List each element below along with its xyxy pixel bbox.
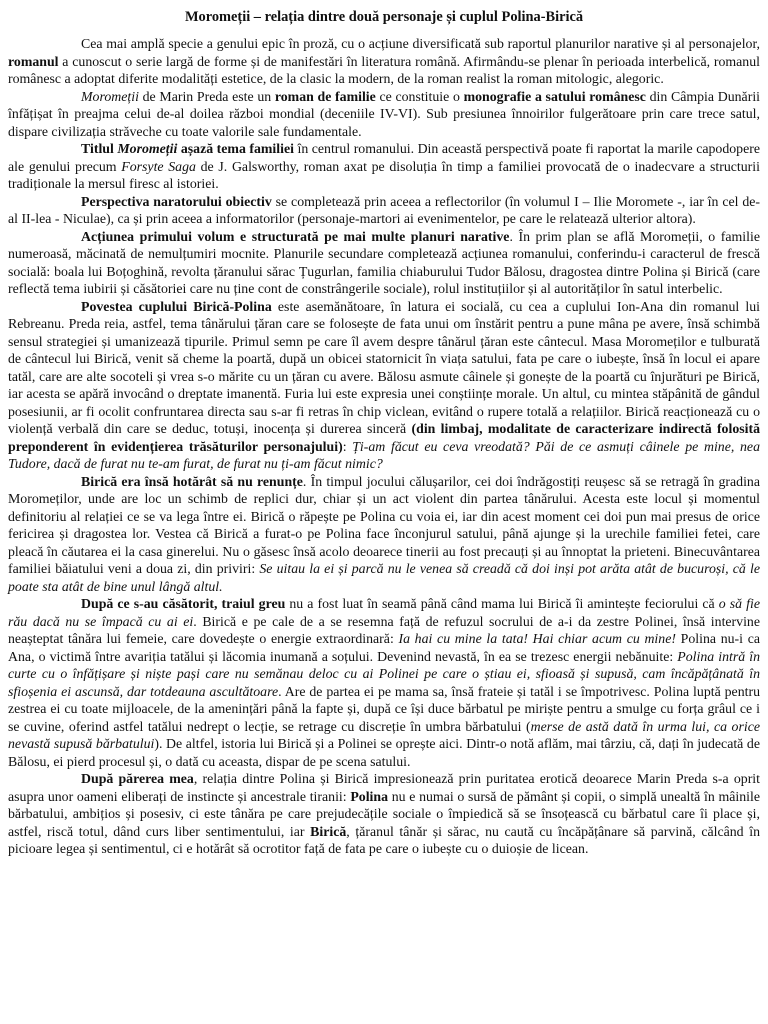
text-run: Polina intră în curte cu o înfățișare și niște pași care nu semănau deloc cu ai Polinei pe care o știau ei, sfioasă și supusă, cam încăpățânată în sfioșenia ei ascunsă, dar totdeauna ascultătoare [8,648,760,699]
text-run: , țăranul tânăr și sărac, nu caută cu încăpățânare să parvină, călcând în picioare legea și sentimentul, ci e hotărât să ocrotitor față de fata pe care o iubește cu o duioșie de licean. [8,823,760,856]
text-run: roman de familie [274,88,376,104]
document-title: Moromeții – relația dintre două personaje și cuplul Polina-Birică [184,9,584,25]
text-run: așază tema familiei [177,141,294,156]
paragraph [8,770,760,858]
text-run: După ce s-au căsătorit, traiul greu [81,596,286,611]
text-run: de Marin Preda este un [138,88,275,104]
text-run: este asemănătoare, în latura ei socială, cu cea a cuplului Ion-Ana din romanul lui Rebreanu. Preda reia, astfel, tema tânărului țăran care se folosește de fata unui om înstărit pentru a pune mâna pe avere, însă schimbă sensul strategiei și umanizează tipurile. Primul semn pe care îl avem despre tânărul țăran este cântecul. Masa Moromeților e tulburată de cântecul lui Birică, venit să cheme la poartă, după un obicei statornicit în viața satului, fata pe care o iubește, însă în locul ei apare tatăl, care are alte socoteli și vrea s-o mărite cu un țăran cu avere. Bălosu asmute câinele și gonește de la poartă cu înjurături pe Birică, iar acesta se apără invocând o dreptate imanentă. Furia lui este expresia unei conștiințe morale. Un altul, cu mintea stăpânită de gândul posesiunii, ar fi ocolit confruntarea directa sau s-ar fi retras în chip viclean, evitând o rupere totală a relațiilor. Birică reacționează cu o violență verbală din care se deduc, totuși, inocența și durerea sinceră [8,298,760,436]
text-run: romanul [8,53,59,69]
text-run: Acțiunea primului volum e structurată pe mai multe planuri narative [81,228,510,244]
paragraph [8,88,760,141]
text-run: Birică era însă hotărât să nu renunțe [81,473,303,489]
text-run: în centrul romanului. Din această perspectivă poate fi raportat la marile capodopere ale genului precum [8,141,761,174]
text-run: Se uitau la ei și parcă nu le venea să creadă că doi inși pot arăta atât de bucuroși, că le poate sta atât de bine unul lângă altul. [8,561,760,594]
text-run: După părerea mea [81,771,194,786]
paragraph [8,595,760,770]
text-run: se completează prin aceea a reflectorilor (în volumul I – Ilie Moromete -, iar în cel de-al II-lea - Niculae), ca și prin aceea a informatorilor (personaje-martori ai evenimentelor, pe care le relatează ulterior altora). [8,193,761,226]
text-run: Cea mai amplă specie a genului epic în proză, cu o acțiune diversificată sub raportul planurilor narative și al personajelor, [81,36,760,51]
text-run: Moromeții [81,88,139,104]
text-run: , relația dintre Polina și Birică impresionează prin puritatea erotică deoarece Marin Preda s-a oprit asupra unor oameni eliberați de instincte și ancestrale tiranii: [8,771,760,804]
text-run: ). De altfel, istoria lui Birică și a Polinei se oprește aici. Dintr-o notă aflăm, mai târziu, că, dați în judecată de Bălosu, ei pierd procesul și, o dată cu aceasta, dispar de pe scena satului. [8,736,760,769]
text-run: . Are de partea ei pe mama sa, însă frateie și tatăl i se împotrivesc. Polina luptă pentru zestrea ei cu toate mijloacele, de la amenințări până la fapte și, după ce își duce bărbatul pe miriște pentru a smulge cu forța grâul ce i se cuvine, oferind astfel tatălui nedrept o lecție, se retrage cu discreție în umbra bărbatului ( [8,683,761,734]
paragraph [8,228,760,298]
text-run: nu a fost luat în seamă până când mama lui Birică îi amintește feciorului că [285,596,719,611]
text-run: Birică [310,823,347,839]
paragraph [8,473,760,596]
paragraph [8,140,760,193]
text-run: Forsyte Saga [121,158,196,174]
text-run: din Câmpia Dunării înfățișat în preajma celui de-al doilea război mondial (deceniile IV-VI). Sub presiunea înnoirilor fulgerătoare prin care trece satul, dispare civilizația străveche cu toate valorile sale fundamentale. [8,88,761,139]
text-run: Ți-am făcut eu ceva vreodată? Păi de ce asmuți câinele pe mine, nea Tudore, dacă de furat nu te-am furat, de furat nu ți-am făcut nimic? [8,438,760,471]
text-run: monografie a satului românesc [463,88,646,104]
text-run: . Birică e pe cale de a se resemna față de refuzul socrului de a-i da zestre Polinei, însă intervine neașteptat tânăra lui femeie, care dovedește o energie extraordinară: [8,613,761,646]
text-run: Polina [350,788,389,804]
text-run: Perspectiva naratorului obiectiv [81,193,272,209]
text-run: Titlul [81,141,118,156]
text-run: ce constituie o [375,88,464,104]
text-run: o să fie rău dacă nu se împacă cu ai ei [8,596,761,629]
text-run: Polina nu-i ca Ana, o victimă între avariția tatălui și lăcomia inumană a soțului. Devenind nevastă, în ea se trezesc energii nebănuite: [8,631,760,664]
text-run: Ia hai cu mine la tata! Hai chiar acum cu mine! [398,631,676,646]
text-run: : [342,438,353,454]
text-run: (din limbaj, modalitate de caracterizare indirectă folosită preponderent în evidențierea trăsăturilor personajului) [8,421,761,454]
paragraph [8,193,760,228]
text-run: de J. Galsworthy, roman axat pe disoluția în timp a familiei provocată de o inadecvare a structurii tradiționale la mersul firesc al istoriei. [8,158,760,191]
text-run: . În timpul jocului călușarilor, cei doi îndrăgostiți reușesc să se retragă în gradina Moromeților, unde are loc un schimb de replici dur, chiar și un act violent din partea tânărului. Acesta este locul și momentul definitoriu al relației ce se va lega între ei. Birică o răpește pe Polina cu voia ei, iar din acest moment cei doi pun mai presus de orice fericirea și dragostea lor. Vestea că Birică a furat-o pe Polina face înconjurul satului, până ajunge și la urechile familiei fetei, care pleacă în căutarea ei la casa ginerelui. Nu o găsesc însă acolo deoarece tinerii au fost precauți și au înnoptat la prieteni. Binecuvântarea familiei băiatului veni a doua zi, din priviri: [8,473,760,576]
text-run: nu e numai o sursă de pământ și copii, o simplă unealtă în mâinile bărbatului, ambițios și posesiv, ci este tânăra pe care prejudecățile sociale o împiedică să se însoțească cu bărbatul care îi place și, astfel, riscă totul, dând curs liber sentimentului, iar [8,788,760,839]
text-run: merse de astă dată în urma lui, ca orice nevastă supusă bărbatului [8,718,760,751]
document-body [8,35,760,858]
text-run: Povestea cuplului Birică-Polina [81,298,272,314]
text-run: a cunoscut o serie largă de forme și de manifestări în literatura română. Afirmându-se plenar în perioada interbelică, romanul românesc a adoptat diferite modalități estetice, de la clasic la modern, de la roman realist la roman mitologic, alegoric. [8,53,760,86]
text-run: Moromeții [117,141,178,156]
paragraph [8,298,760,473]
text-run: . În prim plan se află Moromeții, o familie numeroasă, măcinată de nemulțumiri mocnite. Planurile secundare completează acțiunea romanului, conferindu-i caracterul de frescă socială: boala lui Boțoghină, revolta țăranului sărac Țugurlan, familia chiaburului Tudor Bălosu, dragostea dintre Polina și Birică (care reflectă tema iubirii și căsătoriei care nu ține cont de constrângerile sociale), rolul instituțiilor și al autorităților în satul interbelic. [8,228,760,296]
paragraph [8,35,760,88]
